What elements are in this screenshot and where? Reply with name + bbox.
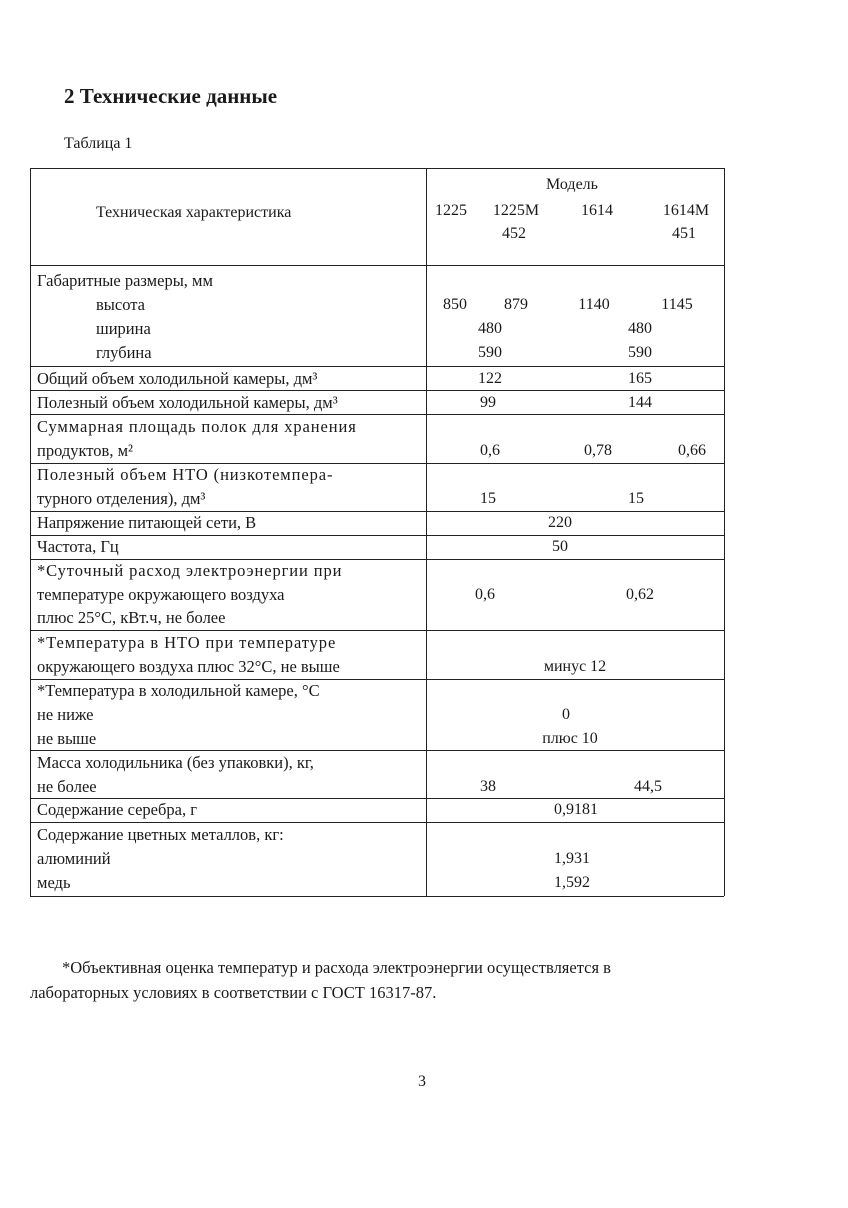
depth-value-b: 590 bbox=[628, 344, 652, 361]
energy-label-1: *Суточный расход электроэнергии при bbox=[37, 561, 343, 580]
chamber-temp-max: плюс 10 bbox=[542, 730, 598, 747]
row-divider bbox=[30, 390, 724, 391]
shelf-area-c: 0,66 bbox=[678, 442, 706, 459]
width-value-a: 480 bbox=[478, 320, 502, 337]
mass-label-2: не более bbox=[37, 777, 97, 796]
total-volume-b: 165 bbox=[628, 370, 652, 387]
header-model-451: 451 bbox=[672, 225, 696, 242]
energy-label-2: температуре окружающего воздуха bbox=[37, 585, 285, 604]
row-divider bbox=[30, 463, 724, 464]
energy-label-3: плюс 25°С, кВт.ч, не более bbox=[37, 608, 226, 627]
frequency-label: Частота, Гц bbox=[37, 537, 119, 556]
silver-label: Содержание серебра, г bbox=[37, 800, 197, 819]
row-divider bbox=[30, 630, 724, 631]
shelf-area-b: 0,78 bbox=[584, 442, 612, 459]
row-divider bbox=[30, 366, 724, 367]
total-volume-label: Общий объем холодильной камеры, дм³ bbox=[37, 369, 318, 388]
chamber-temp-min-label: не ниже bbox=[37, 705, 94, 724]
mass-label-1: Масса холодильника (без упаковки), кг, bbox=[37, 753, 314, 772]
useful-volume-a: 99 bbox=[480, 394, 496, 411]
nto-temp-label-2: окружающего воздуха плюс 32°С, не выше bbox=[37, 657, 340, 676]
table-caption: Таблица 1 bbox=[64, 135, 133, 152]
footnote-line-2: лабораторных условиях в соответствии с ГОСТ 16317-87. bbox=[30, 983, 437, 1002]
energy-value-b: 0,62 bbox=[626, 586, 654, 603]
table-border-left bbox=[30, 168, 31, 896]
silver-value: 0,9181 bbox=[554, 801, 598, 818]
shelf-area-label-2: продуктов, м² bbox=[37, 441, 133, 460]
aluminium-label: алюминий bbox=[37, 849, 111, 868]
shelf-area-a: 0,6 bbox=[480, 442, 500, 459]
header-model-1225: 1225 bbox=[435, 202, 467, 219]
table-border-bottom bbox=[30, 896, 724, 897]
table-border-right bbox=[724, 168, 725, 896]
header-divider bbox=[30, 265, 724, 266]
voltage-value: 220 bbox=[548, 514, 572, 531]
width-value-b: 480 bbox=[628, 320, 652, 337]
section-title: 2 Технические данные bbox=[64, 84, 278, 108]
nto-temp-label-1: *Температура в НТО при температуре bbox=[37, 633, 337, 652]
chamber-temp-label: *Температура в холодильной камере, °С bbox=[37, 681, 320, 700]
nto-volume-b: 15 bbox=[628, 490, 644, 507]
useful-volume-label: Полезный объем холодильной камеры, дм³ bbox=[37, 393, 338, 412]
nto-temp-value: минус 12 bbox=[543, 658, 607, 675]
row-divider bbox=[30, 679, 724, 680]
mass-value-a: 38 bbox=[480, 778, 496, 795]
table-border-top bbox=[30, 168, 724, 169]
nto-volume-a: 15 bbox=[480, 490, 496, 507]
row-divider bbox=[30, 414, 724, 415]
row-divider bbox=[30, 822, 724, 823]
header-model-1614: 1614 bbox=[581, 202, 613, 219]
header-model-452: 452 bbox=[502, 225, 526, 242]
frequency-value: 50 bbox=[552, 538, 568, 555]
depth-value-a: 590 bbox=[478, 344, 502, 361]
width-label: ширина bbox=[96, 319, 151, 338]
height-1614m: 1145 bbox=[661, 296, 693, 313]
page-number: 3 bbox=[418, 1073, 426, 1090]
energy-value-a: 0,6 bbox=[475, 586, 495, 603]
copper-value: 1,592 bbox=[554, 874, 590, 891]
useful-volume-b: 144 bbox=[628, 394, 652, 411]
depth-label: глубина bbox=[96, 343, 152, 362]
copper-label: медь bbox=[37, 873, 71, 892]
header-model-1225m: 1225М bbox=[492, 202, 540, 219]
row-divider bbox=[30, 535, 724, 536]
aluminium-value: 1,931 bbox=[554, 850, 590, 867]
height-1614: 1140 bbox=[578, 296, 610, 313]
chamber-temp-max-label: не выше bbox=[37, 729, 97, 748]
row-divider bbox=[30, 798, 724, 799]
column-divider bbox=[426, 168, 427, 896]
header-model-1614m: 1614М bbox=[662, 202, 710, 219]
dims-label: Габаритные размеры, мм bbox=[37, 271, 213, 290]
height-label: высота bbox=[96, 295, 145, 314]
shelf-area-label-1: Суммарная площадь полок для хранения bbox=[37, 417, 357, 436]
total-volume-a: 122 bbox=[478, 370, 502, 387]
header-model: Модель bbox=[546, 176, 598, 193]
row-divider bbox=[30, 559, 724, 560]
height-1225m: 879 bbox=[504, 296, 528, 313]
footnote-line-1: *Объективная оценка температур и расхода электроэнергии осуществляется в bbox=[62, 958, 611, 977]
mass-value-b: 44,5 bbox=[634, 778, 662, 795]
row-divider bbox=[30, 511, 724, 512]
row-divider bbox=[30, 750, 724, 751]
height-1225: 850 bbox=[443, 296, 467, 313]
nto-volume-label-1: Полезный объем НТО (низкотемпера- bbox=[37, 465, 334, 484]
metals-label: Содержание цветных металлов, кг: bbox=[37, 825, 284, 844]
chamber-temp-min: 0 bbox=[562, 706, 570, 723]
header-characteristic: Техническая характеристика bbox=[96, 204, 292, 221]
voltage-label: Напряжение питающей сети, В bbox=[37, 513, 257, 532]
nto-volume-label-2: турного отделения), дм³ bbox=[37, 489, 206, 508]
